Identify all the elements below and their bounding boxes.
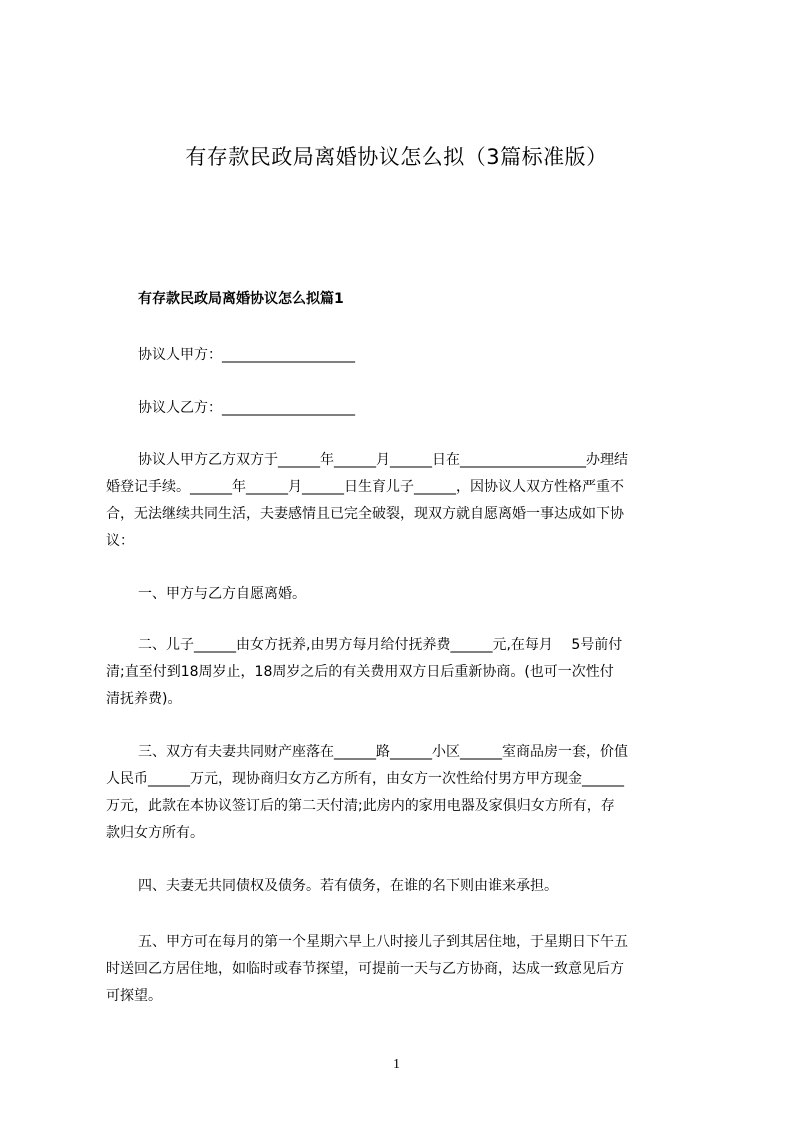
paragraph-line: 万元，此款在本协议签订后的第二天付清;此房内的家用电器及家俱归女方所有，存 [106, 798, 615, 814]
clause-4: 四、夫妻无共同债权及债务。若有债务，在谁的名下则由谁来承担。 [138, 878, 558, 894]
paragraph-line: 可探望。 [106, 988, 162, 1004]
clause-5 [106, 929, 704, 1010]
paragraph-line: 三、双方有夫妻共同财产座落在______路______小区______室商品房一套，价值 [138, 744, 628, 760]
page-number: 1 [393, 1057, 400, 1072]
intro-paragraph [106, 447, 704, 555]
paragraph-line: 协议人甲方乙方双方于______年______月______日在__________________办理结 [138, 452, 628, 468]
paragraph-line: 婚登记手续。______年______月______日生育儿子______，因协议人双方性格严重不 [106, 479, 624, 495]
clause-1: 一、甲方与乙方自愿离婚。 [138, 586, 306, 602]
paragraph-line: 议： [106, 533, 134, 549]
paragraph-line: 清抚养费)。 [106, 691, 182, 707]
party-b-line: 协议人乙方：___________________ [138, 400, 355, 416]
document-title: 有存款民政局离婚协议怎么拟（3篇标准版） [185, 145, 608, 169]
paragraph-line: 合，无法继续共同生活，夫妻感情且已完全破裂，现双方就自愿离婚一事达成如下协 [106, 506, 624, 522]
paragraph-line: 款归女方所有。 [106, 825, 204, 841]
clause-2 [106, 632, 704, 713]
party-a-line: 协议人甲方：___________________ [138, 347, 355, 363]
paragraph-line: 人民币______万元，现协商归女方乙方所有，由女方一次性给付男方甲方现金______ [106, 771, 624, 787]
paragraph-line: 二、儿子______由女方抚养,由男方每月给付抚养费______元,在每月 5号前付 [138, 637, 623, 653]
section-heading: 有存款民政局离婚协议怎么拟篇1 [138, 291, 344, 307]
paragraph-line: 五、甲方可在每月的第一个星期六早上八时接儿子到其居住地，于星期日下午五 [138, 934, 628, 950]
paragraph-line: 清;直至付到18周岁止，18周岁之后的有关费用双方日后重新协商。(也可一次性付 [106, 664, 614, 680]
clause-3 [106, 739, 704, 847]
paragraph-line: 时送回乙方居住地，如临时或春节探望，可提前一天与乙方协商，达成一致意见后方 [106, 961, 624, 977]
